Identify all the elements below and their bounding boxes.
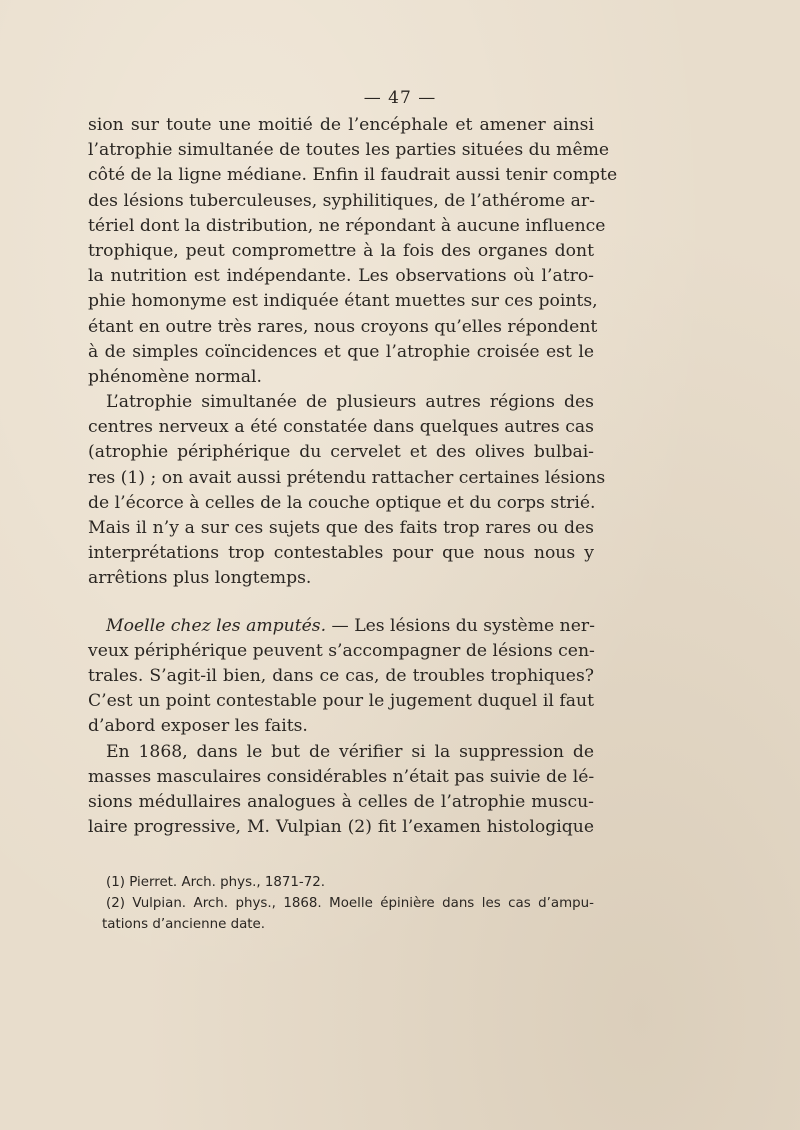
text-line: d’abord exposer les faits.	[88, 716, 308, 737]
text-line: Mais il n’y a sur ces sujets que des faits trop rares ou des	[88, 518, 594, 538]
text-line: C’est un point contestable pour le jugement duquel il faut	[88, 691, 594, 712]
text-line: sion sur toute une moitié de l’encéphale et amener ainsi	[88, 115, 594, 135]
text-line: sions médullaires analogues à celles de l’atrophie muscu-	[88, 791, 594, 812]
text-line: des lésions tuberculeuses, syphilitiques, de l’athérome ar-	[88, 190, 595, 211]
text-line: En 1868, dans le but de vérifier si la suppression de	[106, 741, 594, 762]
text-line: la nutrition est indépendante. Les observations où l’atro-	[88, 266, 594, 287]
text-line: res (1) ; on avait aussi prétendu rattacher certaines lésions	[88, 467, 606, 488]
text-line: à de simples coïncidences et que l’atrophie croisée est le	[88, 341, 594, 362]
footnote-2: (2) Vulpian. Arch. phys., 1868. Moelle épinière dans les cas d’ampu-	[106, 896, 594, 911]
text-line: (atrophie périphérique du cervelet et des olives bulbai-	[88, 442, 594, 463]
footnote-1: (1) Pierret. Arch. phys., 1871-72.	[106, 875, 326, 890]
section-heading: Moelle chez les amputés.	[106, 615, 327, 636]
section-heading-line	[88, 614, 594, 639]
text-line: trales. S’agit-il bien, dans ce cas, de troubles trophiques?	[88, 665, 594, 686]
text-line: veux périphérique peuvent s’accompagner de lésions cen-	[88, 640, 595, 661]
text-line: L’atrophie simultanée de plusieurs autres régions des	[106, 392, 594, 413]
section-gap	[88, 592, 594, 614]
text-line-fragment: — Les lésions du système ner-	[326, 615, 595, 636]
text-line: de l’écorce à celles de la couche optique et du corps strié.	[88, 492, 596, 513]
text-line: trophique, peut compromettre à la fois des organes dont	[88, 240, 594, 261]
text-line: l’atrophie simultanée de toutes les parties situées du même	[88, 140, 610, 161]
footnote-2-continued: tations d’ancienne date.	[102, 917, 266, 932]
text-line: laire progressive, M. Vulpian (2) fit l’examen histologique	[88, 817, 594, 838]
text-line: phie homonyme est indiquée étant muettes sur ces points,	[88, 291, 598, 312]
text-line: arrêtions plus longtemps.	[88, 568, 312, 589]
text-line: côté de la ligne médiane. Enfin il faudrait aussi tenir compte	[88, 165, 618, 186]
main-text	[88, 113, 618, 840]
text-line: interprétations trop contestables pour que nous nous y	[88, 543, 594, 564]
text-line: étant en outre très rares, nous croyons qu’elles répondent	[88, 316, 598, 337]
text-line: tériel dont la distribution, ne répondant à aucune influence	[88, 215, 606, 236]
text-line: centres nerveux a été constatée dans quelques autres cas	[88, 417, 594, 438]
text-line: masses masculaires considérables n’était pas suivie de lé-	[88, 766, 595, 787]
page-number: — 47 —	[363, 88, 437, 108]
footnotes	[102, 872, 594, 935]
text-line: phénomène normal.	[88, 366, 262, 387]
